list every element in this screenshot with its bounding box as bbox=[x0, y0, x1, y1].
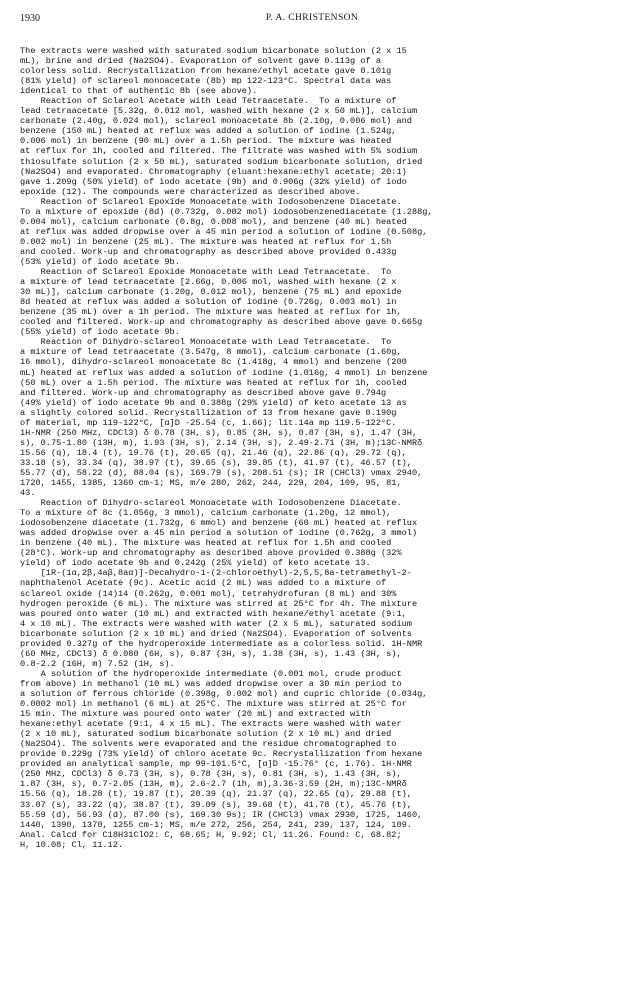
text-line: Reaction of Sclareol Epoxide Monoacetate with Iodosobenzene Diacetate. bbox=[20, 196, 402, 207]
text-line: 1.87 (3H, s), 0.7-2.05 (13H, m), 2.6-2.7 (1h, m),3.36-3.59 (2H, m);13C-NMRδ bbox=[20, 779, 407, 790]
text-line: Reaction of Sclareol Epoxide Monoacetate with Lead Tetraacetate. To bbox=[20, 267, 392, 278]
text-line: benzene (150 mL) heated at reflux was added a solution of iodine (1.524g, bbox=[20, 126, 397, 137]
text-line: naphthalenol Acetate (9c). Acetic acid (2 mL) was added to a mixture of bbox=[20, 578, 387, 589]
text-line: hexane:ethyl acetate (9:1, 4 x 15 mL). The extracts were washed with water bbox=[20, 719, 402, 730]
text-line: (Na2SO4). The solvents were evaporated and the residue chromatographed to bbox=[20, 739, 397, 750]
text-line: gave 1.209g (50% yield) of iodo acetate (9b) and 0.906g (32% yield) of iodo bbox=[20, 176, 407, 187]
text-line: and filtered. Work-up and chromatography as described above gave 0.794g bbox=[20, 387, 387, 398]
text-line: 0.8-2.2 (16H, m) 7.52 (1H, s). bbox=[20, 658, 175, 669]
text-line: provide 0.229g (73% yield) of chloro acetate 9c. Recrystallization from hexane bbox=[20, 749, 423, 760]
text-line: (2 x 10 mL), saturated sodium bicarbonate solution (2 x 10 mL) and dried bbox=[20, 729, 392, 740]
text-line: H, 10.08; Cl, 11.12. bbox=[20, 839, 124, 850]
text-line: mL) heated at reflux was added a solution of iodine (1.016g, 4 mmol) in benzene bbox=[20, 367, 428, 378]
text-line: a mixture of lead tetraacetate [2.66g, 0.006 mol, washed with hexane (2 x bbox=[20, 277, 397, 288]
text-line: 1440, 1390, 1370, 1255 cm-1; MS, m/e 272, 256, 254, 241, 239, 137, 124, 109. bbox=[20, 819, 412, 830]
text-line: mL), brine and dried (Na2SO4). Evaporation of solvent gave 0.113g of a bbox=[20, 56, 381, 67]
text-line: 0.004 mol), calcium carbonate (0.8g, 0.008 mol), and benzene (40 mL) heated bbox=[20, 216, 407, 227]
text-line: was poured onto water (10 mL) and extracted with hexane/ethyl acetate (9:1, bbox=[20, 608, 407, 619]
text-line: (60 MHz, CDCl3) δ 0.080 (6H, s), 0.87 (3H, s), 1.38 (3H, s), 1.43 (3H, s), bbox=[20, 648, 402, 659]
text-line: epoxide (12). The compounds were characterized as described above. bbox=[20, 186, 361, 197]
text-line: 33.07 (s), 33.22 (q), 38.87 (t), 39.09 (s), 39.68 (t), 41.78 (t), 45.76 (t), bbox=[20, 799, 412, 810]
text-line: A solution of the hydroperoxide intermediate (0.001 mol, crude product bbox=[20, 668, 402, 679]
text-line: (50 mL) over a 1.5h period. The mixture was heated at reflux for 1h, cooled bbox=[20, 377, 407, 388]
text-line: 0.0002 mol) in methanol (6 mL) at 25°C. The mixture was stirred at 25°C for bbox=[20, 699, 407, 710]
text-line: carbonate (2.40g, 0.024 mol), sclareol monoacetate 8b (2.10g, 0.006 mol) and bbox=[20, 116, 412, 127]
text-line: hydrogen peroxide (6 mL). The mixture was stirred at 25°C for 4h. The mixture bbox=[20, 598, 418, 609]
text-line: To a mixture of epoxide (8d) (0.732g, 0.002 mol) iodosobenzenediacetate (1.288g, bbox=[20, 206, 433, 217]
text-line: colorless solid. Recrystallization from hexane/ethyl acetate gave 0.101g bbox=[20, 66, 392, 77]
text-line: provided an analytical sample, mp 99-101.5°C, [α]D -15.76° (c, 1.76). 1H-NMR bbox=[20, 759, 412, 770]
text-line: (81% yield) of sclareol monoacetate (8b) mp 122-123°C. Spectral data was bbox=[20, 76, 392, 87]
text-line: at reflux for 1h, cooled and filtered. The filtrate was washed with 5% sodium bbox=[20, 146, 418, 157]
text-line: (55% yield) of iodo acetate 9b. bbox=[20, 327, 180, 338]
text-line: Anal. Calcd for C18H31ClO2: C, 68.65; H, 9.92; Cl, 11.26. Found: C, 68.82; bbox=[20, 829, 402, 840]
text-line: sclareol oxide (14)14 (0.262g, 0.001 mol), tetrahydrofuran (8 mL) and 30% bbox=[20, 588, 397, 599]
text-line: (28°C). Work-up and chromatography as described above provided 0.388g (32% bbox=[20, 548, 402, 559]
text-line: iodosobenzene diacetate (1.732g, 6 mmol) and benzene (60 mL) heated at reflux bbox=[20, 518, 418, 529]
text-line: (49% yield) of iodo acetate 9b and 0.388g (29% yield) of keto acetate 13 as bbox=[20, 397, 407, 408]
running-head: P. A. CHRISTENSON bbox=[265, 13, 359, 23]
text-line: bicarbonate solution (2 x 10 mL) and dried (Na2SO4). Evaporation of solvents bbox=[20, 628, 412, 639]
text-line: was added dropwise over a 45 min period a solution of iodine (0.762g, 3 mmol) bbox=[20, 528, 418, 539]
text-line: 33.18 (s), 33.34 (q), 38.97 (t), 39.65 (s), 39.85 (t), 41.97 (t), 46.57 (t), bbox=[20, 457, 412, 468]
text-line: 55.77 (d), 58.22 (d), 88.04 (s), 169.79 (s), 208.51 (s); IR (CHCl3) νmax 2940, bbox=[20, 467, 423, 478]
text-line: provided 0.327g of the hydroperoxide intermediate as a colorless solid. 1H-NMR bbox=[20, 638, 423, 649]
text-line: The extracts were washed with saturated sodium bicarbonate solution (2 x 15 bbox=[20, 46, 407, 56]
text-line: identical to that of authentic 8b (see above). bbox=[20, 86, 258, 97]
text-line: 16 mmol), dihydro-sclareol monoacetate 8c (1.418g, 4 mmol) and benzene (200 bbox=[20, 357, 407, 368]
text-line: yield) of iodo acetate 9b and 0.242g (25% yield) of keto acetate 13. bbox=[20, 558, 371, 569]
experimental-text bbox=[20, 46, 608, 850]
text-line: 0.002 mol) in benzene (25 mL). The mixture was heated at reflux for 1.5h bbox=[20, 236, 392, 247]
text-line: a solution of ferrous chloride (0.398g, 0.002 mol) and cupric chloride (0.034g, bbox=[20, 689, 428, 699]
text-line: 15.56 (q), 18.28 (t), 19.87 (t), 20.39 (q), 21.37 (q), 22.65 (q), 29.88 (t), bbox=[20, 789, 412, 800]
text-line: 0.006 mol) in benzene (90 mL) over a 1.5h period. The mixture was heated bbox=[20, 136, 392, 147]
text-line: a mixture of lead tetraacetate (3.547g, 8 mmol), calcium carbonate (1.60g, bbox=[20, 347, 402, 358]
text-line: 15 min. The mixture was poured onto water (20 mL) and extracted with bbox=[20, 709, 371, 720]
text-line: and cooled. Work-up and chromatography as described above provided 0.433g bbox=[20, 246, 397, 257]
text-line: (250 MHz, CDCl3) δ 0.73 (3H, s), 0.78 (3H, s), 0.81 (3H, s), 1.43 (3H, s), bbox=[20, 769, 402, 780]
text-line: a slightly colored solid. Recrystallization of 13 from hexane gave 0.190g bbox=[20, 407, 397, 418]
text-line: cooled and filtered. Work-up and chromatography as described above gave 0.665g bbox=[20, 317, 423, 328]
page-number: 1930 bbox=[20, 13, 40, 24]
page-header bbox=[0, 13, 624, 27]
text-line: 30 mL)], calcium carbonate (1.20g, 0.012 mol), benzene (75 mL) and epoxide bbox=[20, 287, 402, 298]
text-line: 1H-NMR (250 MHz, CDCl3) δ 0.78 (3H, s), 0.85 (3H, s), 0.87 (3H, s), 1.47 (3H, bbox=[20, 427, 418, 438]
text-line: 15.56 (q), 18.4 (t), 19.76 (t), 20.65 (q), 21.46 (q), 22.86 (q), 29.72 (q), bbox=[20, 447, 407, 458]
text-line: benzene (35 mL) over a 1h period. The mixture was heated at reflux for 1h, bbox=[20, 307, 402, 318]
text-line: Reaction of Sclareol Acetate with Lead Tetraacetate. To a mixture of bbox=[20, 96, 397, 107]
text-line: lead tetraacetate [5.32g, 0.012 mol, washed with hexane (2 x 50 mL)], calcium bbox=[20, 106, 418, 117]
text-line: s), 0.75-1.80 (13H, m), 1.93 (3H, s), 2.14 (3H, s), 2.49-2.71 (3H, m);13C-NMRδ bbox=[20, 437, 423, 448]
text-line: in benzene (40 mL). The mixture was heated at reflux for 1.5h and cooled bbox=[20, 538, 392, 549]
text-line: (53% yield) of iodo acetate 9b. bbox=[20, 256, 180, 267]
text-line: at reflux was added dropwise over a 45 min period a solution of iodine (0.508g, bbox=[20, 226, 428, 237]
text-line: thiosulfate solution (2 x 50 mL), saturated sodium bicarbonate solution, dried bbox=[20, 156, 423, 167]
text-line: [1R-(1α,2β,4aβ,8aα)]-Decahydro-1-(2-chloroethyl)-2,5,5,8a-tetramethyl-2- bbox=[20, 568, 412, 579]
text-line: 4 x 10 mL). The extracts were washed with water (2 x 5 mL), saturated sodium bbox=[20, 618, 412, 629]
text-line: of material, mp 119-122°C, [α]D -25.54 (c, 1.66); lit.14a mp 119.5-122°C. bbox=[20, 417, 397, 428]
text-line: 55.59 (d), 56.93 (d), 87.00 (s), 169.30 9s); IR (CHCl3) νmax 2930, 1725, 1460, bbox=[20, 809, 423, 820]
text-line: (Na2SO4) and evaporated. Chromatography (eluant:hexane:ethyl acetate; 20:1) bbox=[20, 166, 407, 177]
text-line: 1720, 1455, 1385, 1360 cm-1; MS, m/e 280, 262, 244, 229, 204, 109, 95, 81, bbox=[20, 478, 402, 489]
text-line: 43. bbox=[20, 488, 36, 499]
text-line: Reaction of Dihydro-sclareol Monoacetate with Lead Tetraacetate. To bbox=[20, 337, 392, 348]
text-line: 8d heated at reflux was added a solution of iodine (0.726g, 0.003 mol) in bbox=[20, 297, 397, 308]
text-line: To a mixture of 8c (1.056g, 3 mmol), calcium carbonate (1.20g, 12 mmol), bbox=[20, 508, 392, 519]
text-line: Reaction of Dihydro-sclareol Monoacetate with Iodosobenzene Diacetate. bbox=[20, 498, 402, 509]
text-line: from above) in methanol (10 mL) was added dropwise over a 30 min period to bbox=[20, 678, 402, 689]
